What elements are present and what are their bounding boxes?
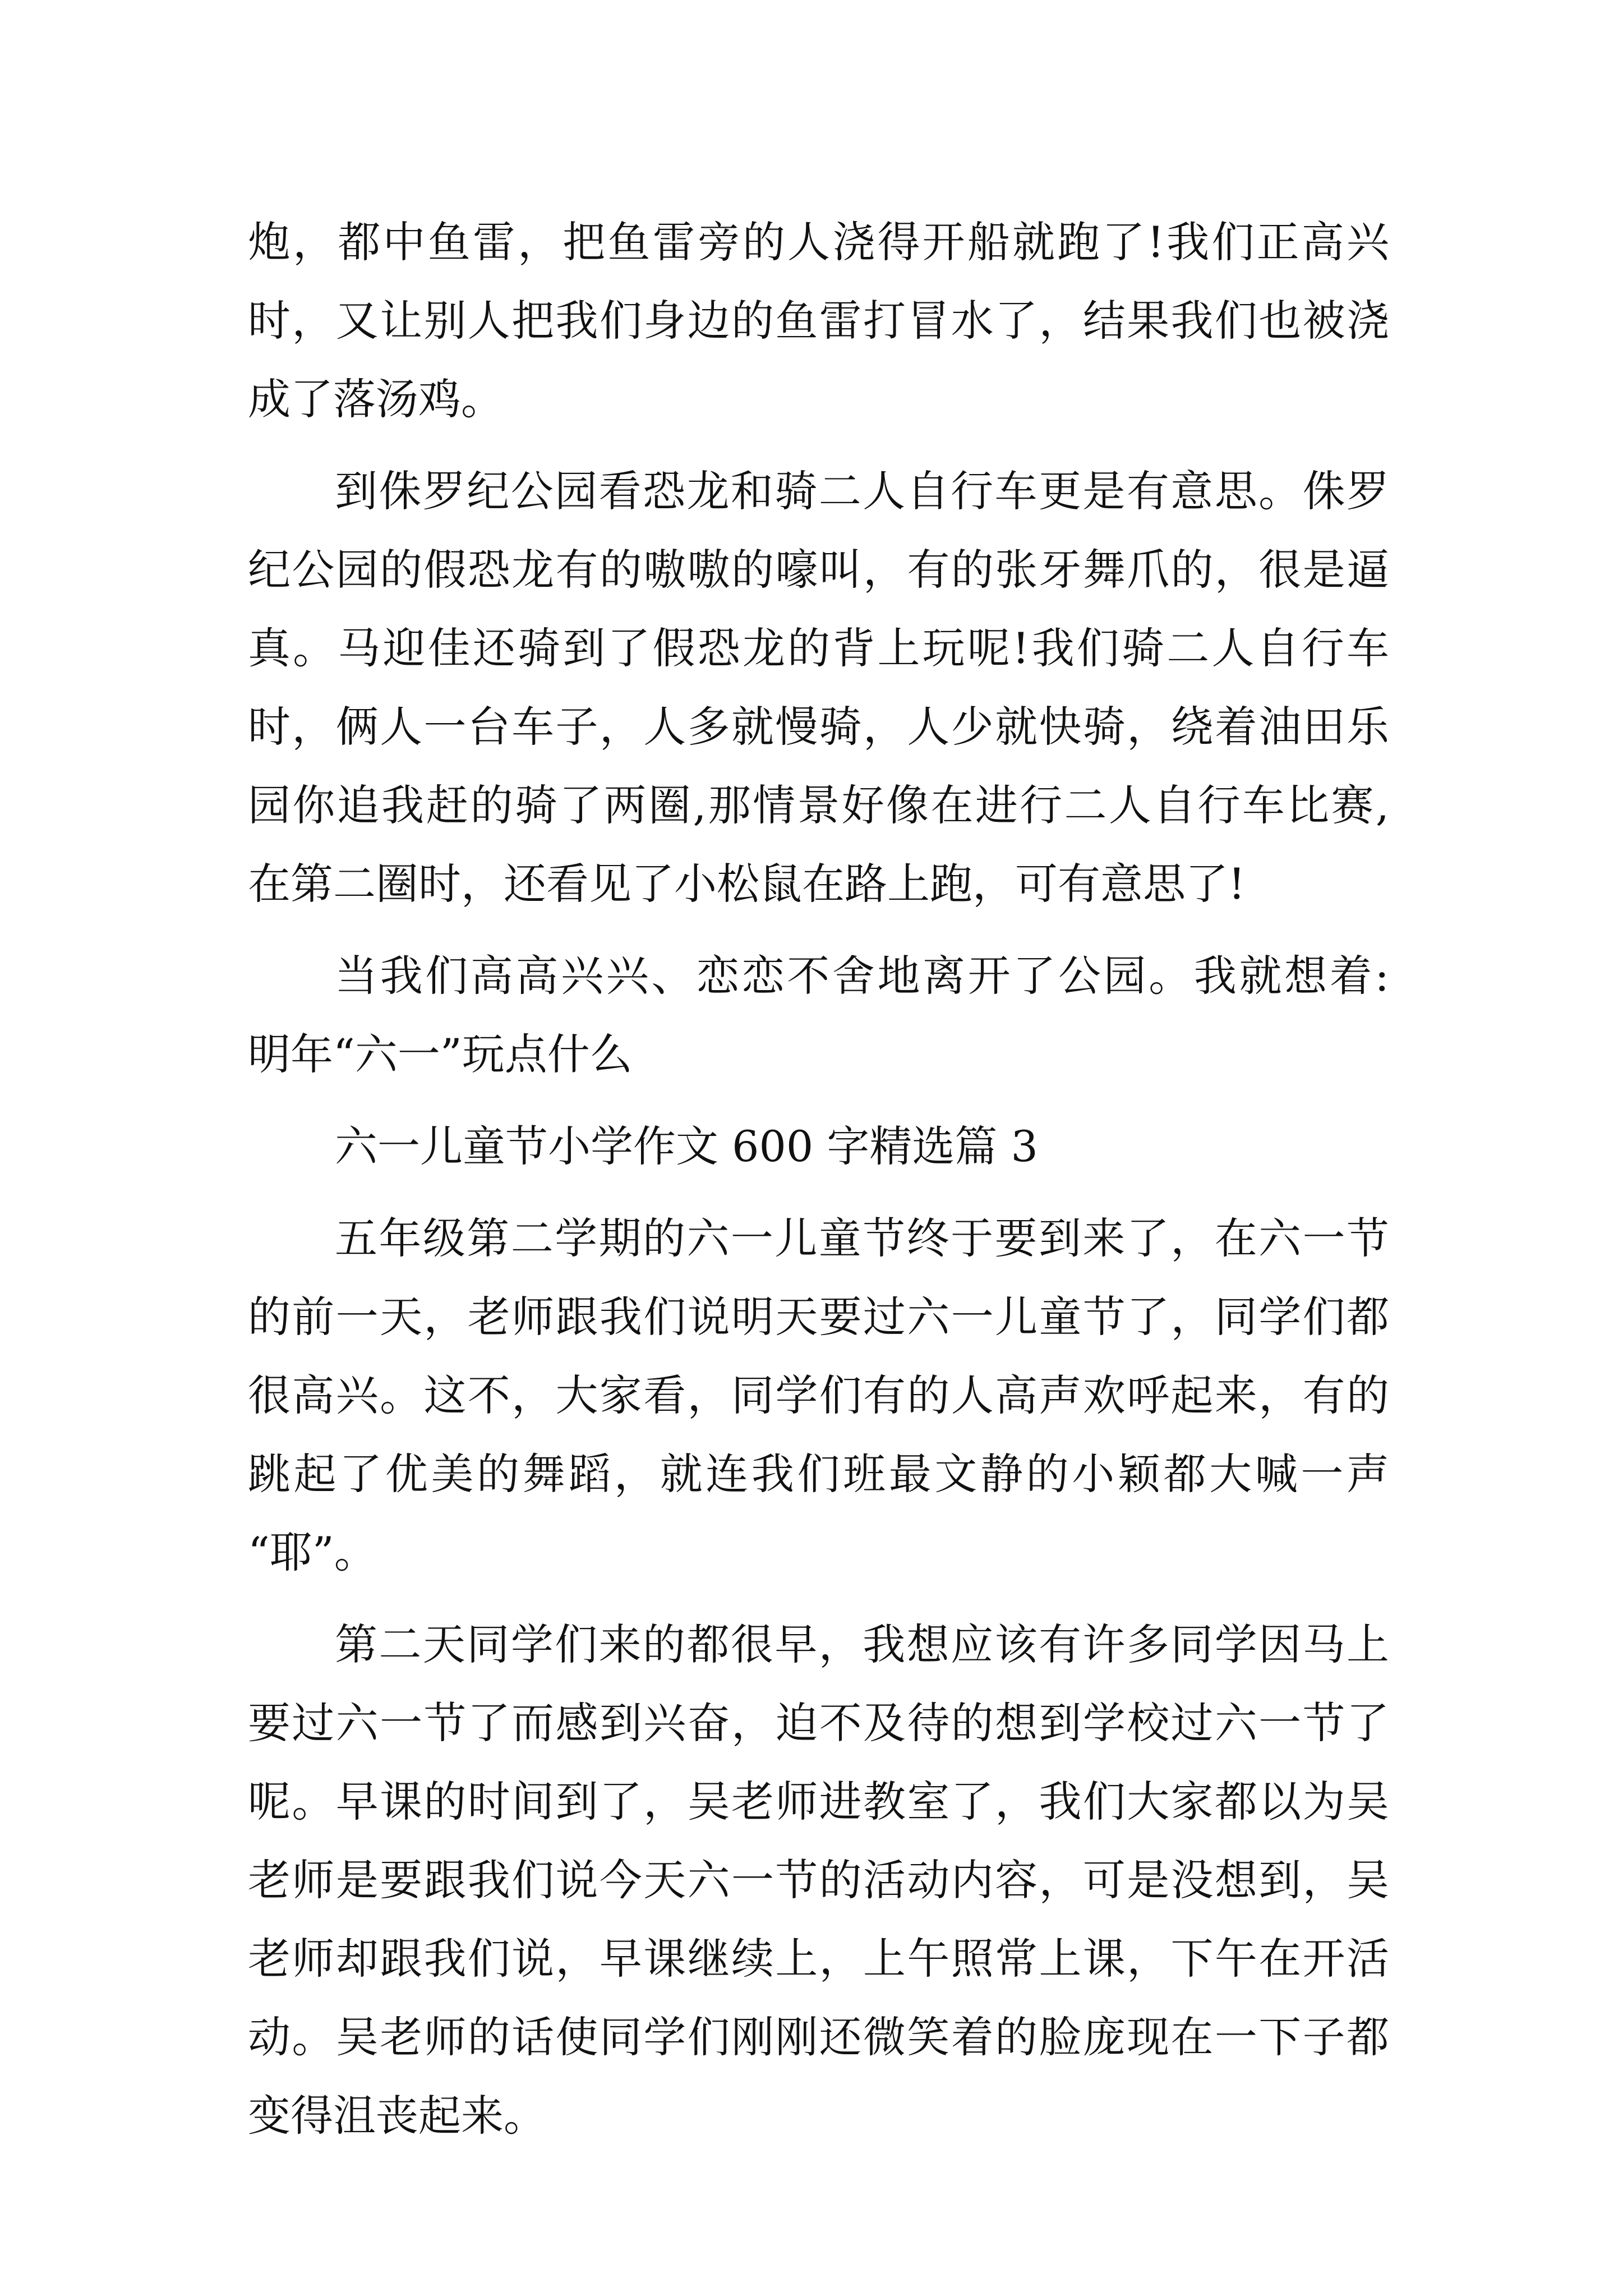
text-line: 动。吴老师的话使同学们刚刚还微笑着的脸庞现在一下子都 bbox=[248, 2012, 1389, 2062]
text-line: 真。马迎佳还骑到了假恐龙的背上玩呢!我们骑二人自行车 bbox=[248, 623, 1389, 673]
text-line: 时，俩人一台车子，人多就慢骑，人少就快骑，绕着油田乐 bbox=[248, 702, 1389, 752]
text-line: 时，又让别人把我们身边的鱼雷打冒水了，结果我们也被浇 bbox=[248, 296, 1389, 346]
text-line: 的前一天，老师跟我们说明天要过六一儿童节了，同学们都 bbox=[248, 1292, 1389, 1342]
text-line: 老师却跟我们说，早课继续上，上午照常上课，下午在开活 bbox=[248, 1934, 1389, 1984]
text-line: 要过六一节了而感到兴奋，迫不及待的想到学校过六一节了 bbox=[248, 1698, 1389, 1748]
section-heading-text: 六一儿童节小学作文 600 字精选篇 3 bbox=[335, 1121, 1038, 1171]
paragraph bbox=[248, 203, 1389, 439]
paragraph bbox=[248, 452, 1389, 923]
document-body bbox=[248, 203, 1389, 2155]
text-line: 第二天同学们来的都很早，我想应该有许多同学因马上 bbox=[335, 1619, 1389, 1669]
paragraph bbox=[248, 1199, 1389, 1592]
text-line: 很高兴。这不，大家看，同学们有的人高声欢呼起来，有的 bbox=[248, 1370, 1389, 1420]
text-line: 在第二圈时，还看见了小松鼠在路上跑，可有意思了! bbox=[248, 859, 1246, 909]
text-line: 跳起了优美的舞蹈，就连我们班最文静的小颖都大喊一声 bbox=[248, 1449, 1389, 1499]
text-line: 变得沮丧起来。 bbox=[248, 2091, 546, 2141]
text-line: 老师是要跟我们说今天六一节的活动内容，可是没想到，吴 bbox=[248, 1855, 1389, 1905]
text-line: 园你追我赶的骑了两圈,那情景好像在进行二人自行车比赛, bbox=[248, 780, 1389, 830]
text-line: 成了落汤鸡。 bbox=[248, 374, 504, 424]
text-line: 到侏罗纪公园看恐龙和骑二人自行车更是有意思。侏罗 bbox=[335, 466, 1389, 516]
paragraph bbox=[248, 937, 1389, 1094]
text-line: “耶”。 bbox=[248, 1527, 377, 1577]
section-heading bbox=[248, 1107, 1389, 1186]
paragraph bbox=[248, 1605, 1389, 2155]
text-line: 呢。早课的时间到了，吴老师进教室了，我们大家都以为吴 bbox=[248, 1777, 1389, 1826]
text-line: 当我们高高兴兴、恋恋不舍地离开了公园。我就想着: bbox=[335, 951, 1389, 1001]
text-line: 五年级第二学期的六一儿童节终于要到来了，在六一节 bbox=[335, 1213, 1389, 1263]
text-line: 明年“六一”玩点什么 bbox=[248, 1029, 633, 1079]
text-line: 纪公园的假恐龙有的嗷嗷的嚎叫，有的张牙舞爪的，很是逼 bbox=[248, 545, 1389, 595]
text-line: 炮，都中鱼雷，把鱼雷旁的人浇得开船就跑了!我们正高兴 bbox=[248, 217, 1389, 267]
